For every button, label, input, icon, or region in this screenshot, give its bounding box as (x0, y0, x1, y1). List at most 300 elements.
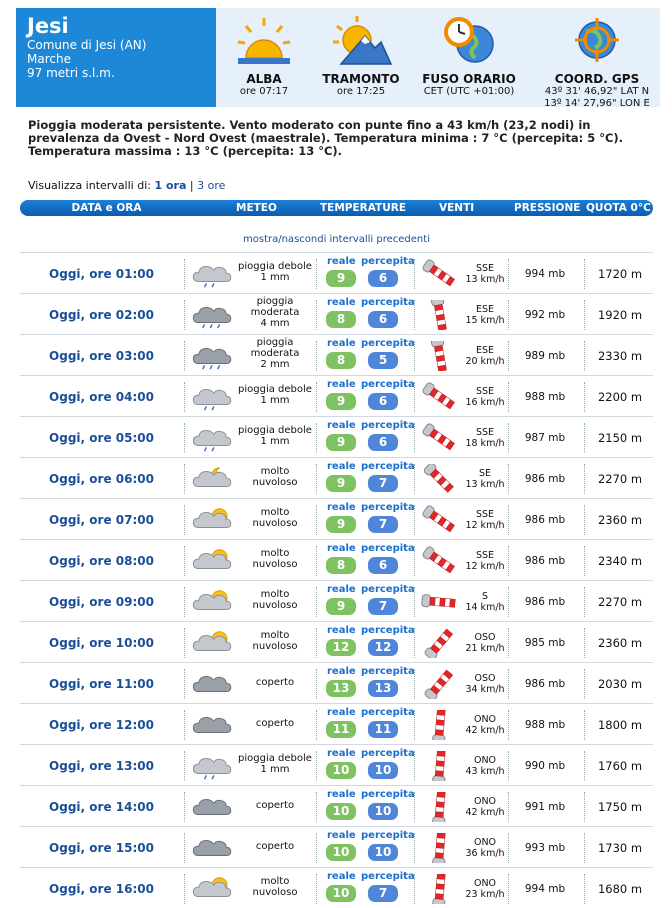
overcast-icon (190, 669, 236, 699)
divider (414, 259, 415, 289)
forecast-summary: Pioggia moderata persistente. Vento moderato con punte fino a 43 km/h (23,2 nodi) in prevalenza da Ovest - Nord Ovest (maestrale). Temperatura minima : 7 °C (percepita: 5 °C). Temperatura massima : 13 °C (percepita: 13 °C). (28, 118, 624, 158)
row-date: Oggi, ore 09:00 (49, 595, 154, 609)
row-date: Oggi, ore 02:00 (49, 308, 154, 322)
meteo-description (238, 677, 312, 688)
gps-target-icon (565, 14, 629, 68)
pressure-value: 992 mb (524, 309, 566, 321)
interval-1h-link[interactable]: 1 ora (154, 179, 187, 192)
divider (316, 464, 317, 494)
gps-lon: 13º 14' 27,96" LON E (544, 98, 650, 109)
light-rain-icon (190, 751, 236, 781)
temp-percepita-badge: 10 (368, 803, 398, 820)
table-row (20, 580, 653, 621)
forecast-table (20, 252, 653, 908)
temp-percepita-badge: 6 (368, 311, 398, 328)
table-row (20, 293, 653, 334)
percepita-label: percepita (361, 256, 415, 267)
meteo-description (238, 425, 312, 447)
percepita-label: percepita (361, 584, 415, 595)
wind-direction: ONO (473, 837, 497, 848)
city-name: Jesi (27, 14, 69, 38)
divider (316, 341, 317, 371)
row-date: Oggi, ore 03:00 (49, 349, 154, 363)
percepita-label: percepita (361, 707, 415, 718)
gps-info (536, 14, 658, 110)
divider (584, 341, 585, 371)
wind-speed: 14 km/h (465, 602, 505, 613)
rain-icon (190, 300, 236, 330)
col-venti: VENTI (439, 202, 475, 214)
divider (508, 423, 509, 453)
sunrise-icon (232, 14, 296, 68)
divider (316, 423, 317, 453)
wind-info (464, 468, 506, 490)
tramonto-label: TRAMONTO (322, 72, 400, 86)
meteo-line: molto (260, 630, 290, 641)
wind-speed: 43 km/h (465, 766, 505, 777)
meteo-line: coperto (255, 800, 295, 811)
divider (184, 874, 185, 904)
divider (184, 341, 185, 371)
col-temperature: TEMPERATURE (320, 202, 406, 214)
cloudy-moon-icon (190, 464, 236, 494)
meteo-description (238, 718, 312, 729)
reale-label: reale (327, 666, 356, 677)
pressure-value: 987 mb (524, 432, 566, 444)
meteo-line: 1 mm (260, 395, 290, 406)
temp-reale-badge: 10 (326, 844, 356, 861)
sunset-icon (329, 14, 393, 68)
table-row (20, 744, 653, 785)
altitude-label: 97 metri s.l.m. (27, 66, 115, 80)
table-header (20, 200, 653, 216)
col-date: DATA e ORA (71, 202, 142, 214)
percepita-label: percepita (361, 461, 415, 472)
col-quota: QUOTA 0°C (586, 202, 651, 214)
wind-speed: 12 km/h (465, 520, 505, 531)
divider (508, 628, 509, 658)
percepita-label: percepita (361, 379, 415, 390)
windsock-icon (420, 505, 460, 535)
wind-direction: SSE (475, 509, 495, 520)
pressure-value: 989 mb (524, 350, 566, 362)
meteo-line: molto (260, 466, 290, 477)
meteo-line: coperto (255, 841, 295, 852)
windsock-icon (420, 382, 460, 412)
divider (584, 505, 585, 535)
pressure-value: 986 mb (524, 596, 566, 608)
meteo-description (238, 337, 312, 370)
table-row (20, 703, 653, 744)
wind-direction: ONO (473, 878, 497, 889)
freezing-level-value: 2150 m (597, 431, 643, 445)
reale-label: reale (327, 871, 356, 882)
meteo-description (238, 261, 312, 283)
wind-speed: 20 km/h (465, 356, 505, 367)
wind-info (464, 304, 506, 326)
wind-speed: 42 km/h (465, 807, 505, 818)
meteo-description (238, 630, 312, 652)
table-row (20, 416, 653, 457)
wind-info (464, 755, 506, 777)
wind-speed: 13 km/h (465, 274, 505, 285)
header-panel (16, 8, 660, 107)
divider (316, 300, 317, 330)
freezing-level-value: 2200 m (597, 390, 643, 404)
meteo-description (238, 876, 312, 898)
freezing-level-value: 2360 m (597, 513, 643, 527)
row-date: Oggi, ore 05:00 (49, 431, 154, 445)
table-row (20, 375, 653, 416)
percepita-label: percepita (361, 625, 415, 636)
wind-direction: SSE (475, 263, 495, 274)
meteo-line: pioggia debole (238, 384, 312, 395)
windsock-icon (420, 546, 460, 576)
divider (414, 628, 415, 658)
rain-icon (190, 341, 236, 371)
temp-percepita-badge: 12 (368, 639, 398, 656)
windsock-icon (420, 874, 460, 904)
meteo-line: moderata (250, 307, 300, 318)
meteo-line: 1 mm (260, 764, 290, 775)
meteo-line: pioggia (256, 296, 294, 307)
freezing-level-value: 1720 m (597, 267, 643, 281)
freezing-level-value: 1730 m (597, 841, 643, 855)
location-box (16, 8, 216, 107)
divider (184, 259, 185, 289)
meteo-line: pioggia (256, 337, 294, 348)
pressure-value: 986 mb (524, 514, 566, 526)
region-label: Marche (27, 52, 71, 66)
table-row (20, 662, 653, 703)
divider (316, 710, 317, 740)
meteo-description (238, 800, 312, 811)
divider (414, 710, 415, 740)
wind-info (464, 550, 506, 572)
reale-label: reale (327, 297, 356, 308)
row-date: Oggi, ore 07:00 (49, 513, 154, 527)
reale-label: reale (327, 502, 356, 513)
wind-speed: 16 km/h (465, 397, 505, 408)
temp-percepita-badge: 13 (368, 680, 398, 697)
table-row (20, 252, 653, 293)
row-date: Oggi, ore 13:00 (49, 759, 154, 773)
temp-reale-badge: 12 (326, 639, 356, 656)
divider (414, 669, 415, 699)
windsock-icon (420, 710, 460, 740)
divider (508, 669, 509, 699)
meteo-line: 2 mm (260, 359, 290, 370)
wind-speed: 12 km/h (465, 561, 505, 572)
pressure-value: 988 mb (524, 719, 566, 731)
temp-percepita-badge: 11 (368, 721, 398, 738)
divider (184, 628, 185, 658)
temp-percepita-badge: 10 (368, 844, 398, 861)
divider (414, 505, 415, 535)
divider (184, 587, 185, 617)
divider (584, 300, 585, 330)
percepita-label: percepita (361, 297, 415, 308)
windsock-icon (420, 833, 460, 863)
row-date: Oggi, ore 15:00 (49, 841, 154, 855)
freezing-level-value: 2360 m (597, 636, 643, 650)
divider (316, 382, 317, 412)
divider (508, 587, 509, 617)
divider (508, 341, 509, 371)
meteo-line: nuvoloso (252, 518, 298, 529)
windsock-icon (420, 587, 460, 617)
temp-percepita-badge: 10 (368, 762, 398, 779)
table-row (20, 539, 653, 580)
meteo-line: pioggia debole (238, 753, 312, 764)
reale-label: reale (327, 461, 356, 472)
fuso-info (414, 14, 524, 98)
freezing-level-value: 2030 m (597, 677, 643, 691)
pressure-value: 993 mb (524, 842, 566, 854)
alba-time: ore 07:17 (239, 86, 289, 97)
divider (316, 669, 317, 699)
divider (184, 505, 185, 535)
wind-info (464, 796, 506, 818)
divider (584, 382, 585, 412)
row-date: Oggi, ore 06:00 (49, 472, 154, 486)
light-rain-icon (190, 423, 236, 453)
fuso-label: FUSO ORARIO (422, 72, 516, 86)
temp-reale-badge: 10 (326, 803, 356, 820)
meteo-line: molto (260, 548, 290, 559)
windsock-icon (420, 669, 460, 699)
divider (316, 628, 317, 658)
divider (414, 341, 415, 371)
reale-label: reale (327, 338, 356, 349)
divider (584, 587, 585, 617)
table-row (20, 457, 653, 498)
overcast-icon (190, 833, 236, 863)
wind-info (464, 714, 506, 736)
divider (584, 874, 585, 904)
meteo-line: 1 mm (260, 436, 290, 447)
wind-speed: 13 km/h (465, 479, 505, 490)
divider (508, 382, 509, 412)
divider (316, 587, 317, 617)
timezone-clock-icon (437, 14, 501, 68)
meteo-line: pioggia debole (238, 425, 312, 436)
divider (316, 792, 317, 822)
pressure-value: 991 mb (524, 801, 566, 813)
wind-info (464, 427, 506, 449)
divider (508, 792, 509, 822)
toggle-previous-link[interactable]: mostra/nascondi intervalli precedenti (243, 234, 430, 245)
col-meteo: METEO (236, 202, 277, 214)
percepita-label: percepita (361, 748, 415, 759)
interval-3h-link[interactable]: 3 ore (197, 179, 226, 192)
temp-reale-badge: 8 (326, 311, 356, 328)
meteo-description (238, 548, 312, 570)
cloudy-sun-icon (190, 546, 236, 576)
row-date: Oggi, ore 10:00 (49, 636, 154, 650)
meteo-description (238, 384, 312, 406)
divider (508, 259, 509, 289)
windsock-icon (420, 628, 460, 658)
divider (414, 751, 415, 781)
temp-percepita-badge: 6 (368, 434, 398, 451)
meteo-description (238, 296, 312, 329)
temp-reale-badge: 8 (326, 557, 356, 574)
divider (508, 546, 509, 576)
wind-speed: 18 km/h (465, 438, 505, 449)
freezing-level-value: 1920 m (597, 308, 643, 322)
row-date: Oggi, ore 08:00 (49, 554, 154, 568)
freezing-level-value: 2340 m (597, 554, 643, 568)
divider (414, 874, 415, 904)
wind-speed: 23 km/h (465, 889, 505, 900)
interval-label: Visualizza intervalli di: (28, 179, 151, 192)
windsock-icon (420, 300, 460, 330)
windsock-icon (420, 341, 460, 371)
meteo-line: nuvoloso (252, 887, 298, 898)
temp-percepita-badge: 7 (368, 516, 398, 533)
wind-direction: ESE (475, 304, 495, 315)
divider (414, 833, 415, 863)
wind-info (464, 837, 506, 859)
meteo-line: nuvoloso (252, 559, 298, 570)
reale-label: reale (327, 256, 356, 267)
meteo-description (238, 753, 312, 775)
divider (584, 833, 585, 863)
divider (184, 423, 185, 453)
overcast-icon (190, 710, 236, 740)
wind-direction: SE (478, 468, 492, 479)
temp-reale-badge: 10 (326, 762, 356, 779)
interval-selector (28, 179, 225, 192)
pressure-value: 986 mb (524, 555, 566, 567)
comune-label: Comune di Jesi (AN) (27, 38, 147, 52)
light-rain-icon (190, 259, 236, 289)
alba-info (224, 14, 304, 98)
wind-direction: ONO (473, 714, 497, 725)
row-date: Oggi, ore 14:00 (49, 800, 154, 814)
divider (584, 464, 585, 494)
windsock-icon (420, 259, 460, 289)
reale-label: reale (327, 707, 356, 718)
tramonto-time: ore 17:25 (336, 86, 386, 97)
pressure-value: 988 mb (524, 391, 566, 403)
cloudy-sun-icon (190, 505, 236, 535)
wind-speed: 15 km/h (465, 315, 505, 326)
pressure-value: 986 mb (524, 678, 566, 690)
wind-info (464, 263, 506, 285)
percepita-label: percepita (361, 502, 415, 513)
freezing-level-value: 1750 m (597, 800, 643, 814)
temp-reale-badge: 8 (326, 352, 356, 369)
temp-reale-badge: 9 (326, 434, 356, 451)
meteo-line: 4 mm (260, 318, 290, 329)
table-row (20, 498, 653, 539)
reale-label: reale (327, 543, 356, 554)
percepita-label: percepita (361, 666, 415, 677)
freezing-level-value: 2270 m (597, 472, 643, 486)
wind-direction: SSE (475, 427, 495, 438)
reale-label: reale (327, 830, 356, 841)
percepita-label: percepita (361, 789, 415, 800)
row-date: Oggi, ore 16:00 (49, 882, 154, 896)
temp-reale-badge: 11 (326, 721, 356, 738)
wind-info (464, 591, 506, 613)
divider (316, 751, 317, 781)
temp-reale-badge: 9 (326, 516, 356, 533)
wind-direction: OSO (474, 673, 496, 684)
divider (316, 546, 317, 576)
wind-direction: S (481, 591, 489, 602)
light-rain-icon (190, 382, 236, 412)
wind-speed: 42 km/h (465, 725, 505, 736)
divider (414, 300, 415, 330)
windsock-icon (420, 423, 460, 453)
freezing-level-value: 1760 m (597, 759, 643, 773)
col-pressione: PRESSIONE (514, 202, 581, 214)
freezing-level-value: 2270 m (597, 595, 643, 609)
reale-label: reale (327, 584, 356, 595)
divider (508, 710, 509, 740)
divider (508, 464, 509, 494)
wind-info (464, 509, 506, 531)
meteo-line: coperto (255, 677, 295, 688)
meteo-description (238, 466, 312, 488)
meteo-description (238, 589, 312, 611)
meteo-description (238, 507, 312, 529)
table-row (20, 867, 653, 908)
divider (184, 546, 185, 576)
meteo-line: nuvoloso (252, 641, 298, 652)
windsock-icon (420, 792, 460, 822)
table-row (20, 334, 653, 375)
interval-separator: | (189, 179, 194, 192)
divider (584, 669, 585, 699)
wind-direction: ESE (475, 345, 495, 356)
pressure-value: 990 mb (524, 760, 566, 772)
divider (508, 300, 509, 330)
meteo-line: 1 mm (260, 272, 290, 283)
temp-reale-badge: 9 (326, 475, 356, 492)
windsock-icon (420, 464, 460, 494)
meteo-line: molto (260, 507, 290, 518)
pressure-value: 985 mb (524, 637, 566, 649)
divider (316, 259, 317, 289)
meteo-line: molto (260, 876, 290, 887)
divider (584, 710, 585, 740)
divider (316, 833, 317, 863)
divider (184, 833, 185, 863)
fuso-value: CET (UTC +01:00) (423, 86, 515, 97)
divider (508, 874, 509, 904)
wind-speed: 21 km/h (465, 643, 505, 654)
wind-info (464, 345, 506, 367)
divider (584, 423, 585, 453)
temp-percepita-badge: 7 (368, 885, 398, 902)
percepita-label: percepita (361, 830, 415, 841)
gps-label: COORD. GPS (554, 72, 640, 86)
divider (316, 505, 317, 535)
percepita-label: percepita (361, 543, 415, 554)
wind-info (464, 878, 506, 900)
cloudy-sun-icon (190, 628, 236, 658)
divider (184, 751, 185, 781)
divider (414, 546, 415, 576)
wind-speed: 34 km/h (465, 684, 505, 695)
percepita-label: percepita (361, 871, 415, 882)
temp-reale-badge: 13 (326, 680, 356, 697)
divider (414, 587, 415, 617)
